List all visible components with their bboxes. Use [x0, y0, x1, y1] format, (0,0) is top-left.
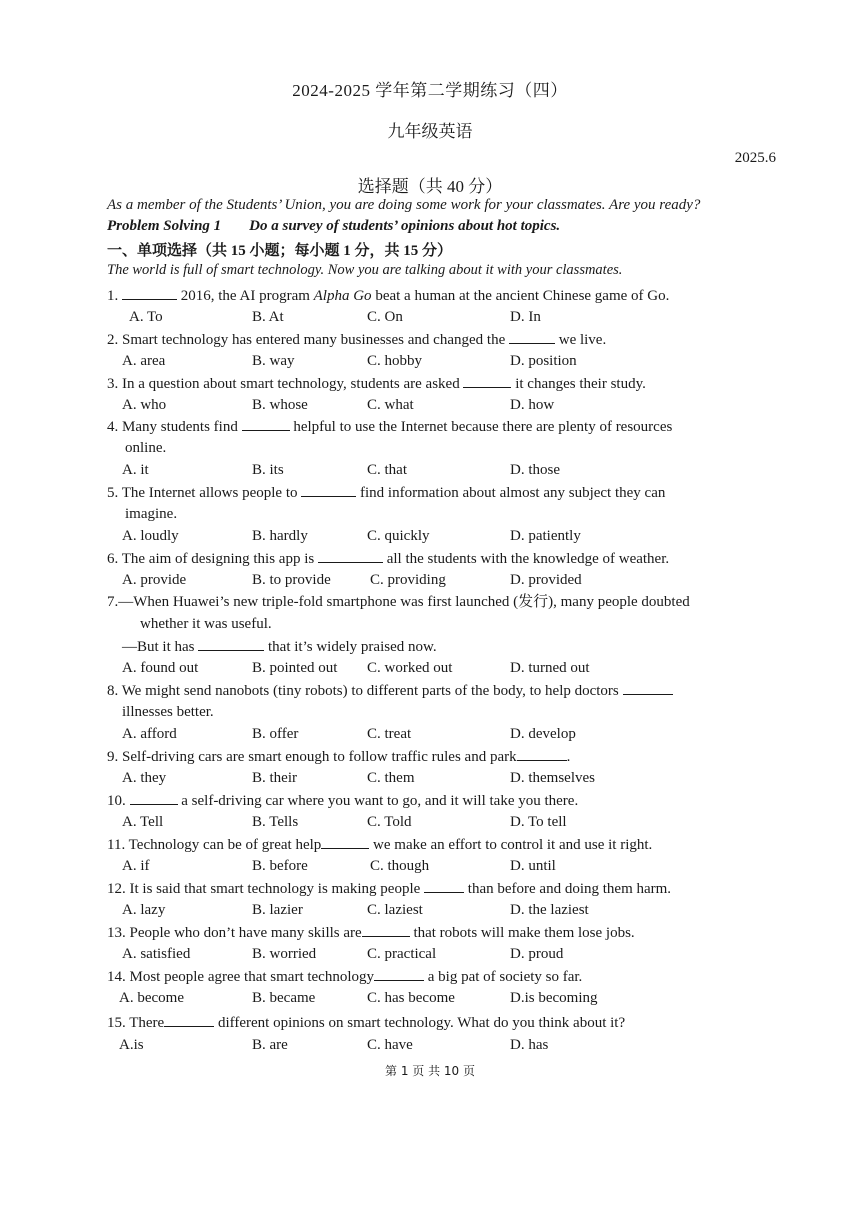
option-c: C. quickly [367, 528, 430, 544]
option-a: A. who [122, 397, 167, 413]
option-c: C. has become [367, 990, 455, 1006]
question-11: 11. Technology can be of great help we make an effort to control it and use it right. [107, 834, 652, 855]
option-d: D. themselves [510, 770, 595, 786]
question-5: 5. The Internet allows people to find information about almost any subject they can [107, 482, 665, 503]
option-b: B. Tells [252, 814, 299, 830]
option-d: D. In [510, 309, 541, 325]
option-d: D.is becoming [510, 990, 598, 1006]
option-d: D. until [510, 858, 556, 874]
option-b: B. At [252, 309, 284, 325]
answer-blank [424, 878, 464, 893]
answer-blank [517, 746, 567, 761]
problem-solving-heading [107, 218, 560, 235]
option-d: D. position [510, 353, 577, 369]
option-c: C. laziest [367, 902, 423, 918]
option-d: D. To tell [510, 814, 567, 830]
answer-blank [362, 922, 410, 937]
option-d: D. how [510, 397, 555, 413]
option-c: C. what [367, 397, 414, 413]
option-b: B. worried [252, 946, 317, 962]
problem-label: Problem Solving 1 [107, 218, 222, 234]
question-8-continued: illnesses better. [122, 704, 214, 720]
option-b: B. its [252, 462, 284, 478]
answer-blank [164, 1012, 214, 1027]
question-4-continued: online. [125, 440, 167, 456]
option-c: C. them [367, 770, 415, 786]
question-7-reply: —But it has that it’s widely praised now. [122, 636, 437, 657]
option-c: C. hobby [367, 353, 423, 369]
question-10: 10. a self-driving car where you want to go, and it will take you there. [107, 790, 578, 811]
option-c: C. Told [367, 814, 412, 830]
option-b: B. way [252, 353, 295, 369]
answer-blank [623, 680, 673, 695]
answer-blank [318, 548, 383, 563]
section-heading: 一、单项选择（共 15 小题；每小题 1 分，共 15 分） [107, 243, 453, 259]
question-2: 2. Smart technology has entered many businesses and changed the we live. [107, 329, 606, 350]
option-d: D. proud [510, 946, 564, 962]
problem-task: Do a survey of students’ opinions about hot topics. [249, 218, 561, 234]
option-b: B. became [252, 990, 316, 1006]
option-a: A. lazy [122, 902, 166, 918]
option-a: A.is [119, 1037, 144, 1053]
exam-date: 2025.6 [734, 150, 776, 166]
option-a: A. area [122, 353, 166, 369]
option-a: A. if [122, 858, 150, 874]
option-b: B. hardly [252, 528, 308, 544]
section-title: 选择题（共 40 分） [357, 177, 503, 196]
option-b: B. whose [252, 397, 308, 413]
question-6: 6. The aim of designing this app is all the students with the knowledge of weather. [107, 548, 669, 569]
option-b: B. their [252, 770, 297, 786]
option-d: D. develop [510, 726, 576, 742]
option-a: A. they [122, 770, 167, 786]
option-a: A. become [119, 990, 184, 1006]
exam-subject: 九年级英语 [387, 122, 473, 141]
option-d: D. those [510, 462, 560, 478]
option-a: A. loudly [122, 528, 179, 544]
option-a: A. Tell [122, 814, 164, 830]
question-9: 9. Self-driving cars are smart enough to follow traffic rules and park . [107, 746, 570, 767]
option-b: B. are [252, 1037, 288, 1053]
option-b: B. lazier [252, 902, 303, 918]
answer-blank [122, 285, 177, 300]
answer-blank [198, 636, 264, 651]
answer-blank [463, 373, 511, 388]
option-b: B. to provide [252, 572, 331, 588]
option-c: C. treat [367, 726, 412, 742]
question-5-continued: imagine. [125, 506, 178, 522]
answer-blank [509, 329, 555, 344]
question-7: 7.—When Huawei’s new triple-fold smartphone was first launched (发行), many people doubted [107, 594, 690, 610]
question-7-continued: whether it was useful. [140, 616, 272, 632]
option-a: A. found out [122, 660, 199, 676]
option-a: A. satisfied [122, 946, 191, 962]
option-d: D. the laziest [510, 902, 589, 918]
answer-blank [374, 966, 424, 981]
option-b: B. before [252, 858, 308, 874]
option-d: D. turned out [510, 660, 590, 676]
question-14: 14. Most people agree that smart technology a big pat of society so far. [107, 966, 582, 987]
option-c: C. though [370, 858, 430, 874]
option-a: A. To [129, 309, 163, 325]
exam-title: 2024-2025 学年第二学期练习（四） [292, 81, 568, 100]
option-c: C. On [367, 309, 403, 325]
question-4: 4. Many students find helpful to use the Internet because there are plenty of resources [107, 416, 672, 437]
option-d: D. has [510, 1037, 549, 1053]
option-d: D. patiently [510, 528, 581, 544]
answer-blank [130, 790, 178, 805]
option-a: A. provide [122, 572, 187, 588]
answer-blank [321, 834, 369, 849]
option-c: C. have [367, 1037, 413, 1053]
option-c: C. providing [370, 572, 446, 588]
option-c: C. worked out [367, 660, 453, 676]
section-context: The world is full of smart technology. Now you are talking about it with your classmates. [107, 262, 623, 278]
option-c: C. that [367, 462, 407, 478]
option-a: A. it [122, 462, 149, 478]
question-8: 8. We might send nanobots (tiny robots) to different parts of the body, to help doctors [107, 680, 673, 701]
option-c: C. practical [367, 946, 437, 962]
option-b: B. offer [252, 726, 299, 742]
question-3: 3. In a question about smart technology, students are asked it changes their study. [107, 373, 646, 394]
question-1: 1. 2016, the AI program Alpha Go beat a human at the ancient Chinese game of Go. [107, 285, 669, 306]
intro-text: As a member of the Students’ Union, you are doing some work for your classmates. Are you ready? [107, 197, 701, 213]
option-b: B. pointed out [252, 660, 338, 676]
question-15: 15. There different opinions on smart technology. What do you think about it? [107, 1012, 625, 1033]
question-13: 13. People who don’t have many skills are that robots will make them lose jobs. [107, 922, 635, 943]
option-a: A. afford [122, 726, 177, 742]
page-footer: 第 1 页 共 10 页 [385, 1064, 475, 1078]
answer-blank [301, 482, 356, 497]
option-d: D. provided [510, 572, 582, 588]
question-12: 12. It is said that smart technology is making people than before and doing them harm. [107, 878, 671, 899]
answer-blank [242, 416, 290, 431]
